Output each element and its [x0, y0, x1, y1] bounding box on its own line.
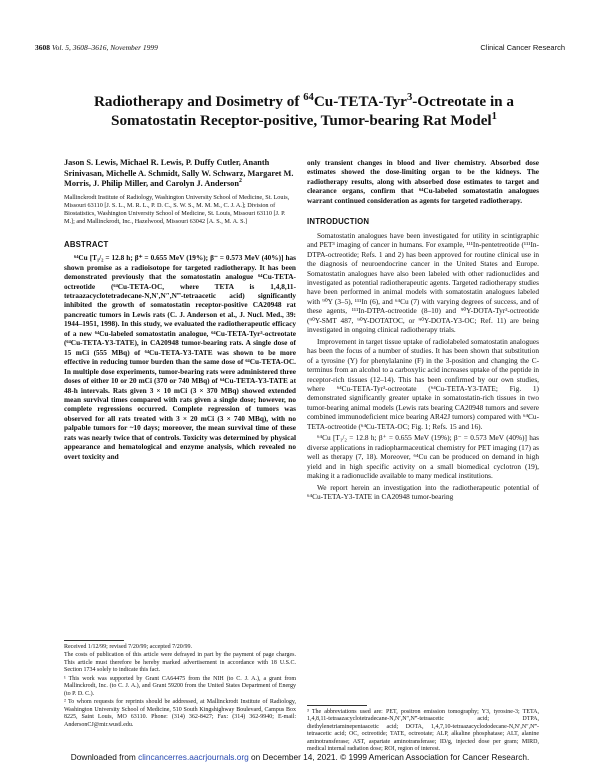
title-part-2: Cu-TETA-Tyr — [313, 93, 407, 110]
author-names: Jason S. Lewis, Michael R. Lewis, P. Duffy Cutler, Ananth Srinivasan, Michelle A. Schmidt, Sally W. Schwarz, Margaret M. Morris, J. Philip Miller, and Carolyn J. Anderson — [64, 158, 294, 189]
footer-suffix: on December 14, 2021. © 1999 American Association for Cancer Research. — [248, 752, 530, 762]
journal-ref: Vol. 5, 3608–3616, November 1999 — [50, 43, 158, 52]
introduction-heading: INTRODUCTION — [307, 217, 370, 227]
journal-name: Clinical Cancer Research — [480, 43, 565, 52]
footnote-1: ¹ This work was supported by Grant CA64475 from the NIH (to C. J. A.), a grant from Mallinckrodt, Inc. (to C. J. A.), and Grant 59200 from the United States Department of Energy (to P. D. C.). — [64, 675, 296, 697]
footnote-rule — [307, 705, 367, 706]
intro-paragraph-4: We report herein an investigation into the radiotherapeutic potential of ⁶⁴Cu-TETA-Y3-TATE in CA20948 tumor-bearing — [307, 482, 539, 501]
title-part-1: Radiotherapy and Dosimetry of — [93, 93, 304, 110]
download-footer — [0, 752, 600, 762]
title-footnote-mark: 1 — [491, 110, 497, 122]
footer-prefix: Downloaded from — [70, 752, 139, 762]
article-title — [64, 92, 544, 130]
footnotes-right — [307, 705, 539, 755]
abstract-paragraph-2: only transient changes in blood and liver chemistry. Absorbed dose estimates showed the dose-limiting organ to be the kidneys. The radiotherapy results, along with absorbed dose estimates to target and clearance organs, confirm that ⁶⁴Cu-labeled somatostatin analogues warrant continued consideration as agents for targeted radiotherapy. — [307, 158, 539, 205]
abstract-heading: ABSTRACT — [64, 239, 109, 249]
header-left — [35, 43, 158, 52]
footnote-2: ² To whom requests for reprints should be addressed, at Mallinckrodt Institute of Radiology, Washington University School of Medicine, 510 South Kingshighway Boulevard, Campus Box 8225, Saint Louis, MO 63110. Phone: (314) 362-8427; Fax: (314) 362-9940; E-mail: AndersonCJ@mir.wustl.edu. — [64, 699, 296, 728]
intro-paragraph-2: Improvement in target tissue uptake of radiolabeled somatostatin analogues has been the focus of a number of studies. It has been shown that substitution of a tyrosine (Y) for phenylalanine (F) in the 3-position and changing the C-terminus from an alcohol to a carboxylic acid increases uptake of the peptide in receptor-rich tissues (12–14). This has been confirmed by our own studies, where ⁶⁴Cu-TETA-Tyr³-octreotate (⁶⁴Cu-TETA-Y3-TATE; Fig. 1) demonstrated significantly greater uptake in somatostatin-rich tissues in two tumor-bearing animal models (Lewis rats bearing CA20948 tumors and severe combined immunodeficient mice bearing AR42J tumors) compared with ⁶⁴Cu-TETA-octreotide (⁶⁴Cu-TETA-OC; Fig. 1; Refs. 15 and 16). — [307, 336, 539, 431]
received-dates: Received 1/12/99; revised 7/20/99; accepted 7/20/99. — [64, 643, 192, 650]
abstract-paragraph-1: ⁶⁴Cu [T₁/₂ = 12.8 h; β⁺ = 0.655 MeV (19%); β⁻ = 0.573 MeV (40%)] has shown promise as a radioisotope for targeted radiotherapy. It has been demonstrated previously that the somatostatin analogue ⁶⁴Cu-TETA-octreotide (⁶⁴Cu-TETA-OC, where TETA is 1,4,8,11-tetraazacyclotetradecane-N,N′,N″,N‴-tetraacetic acid) significantly inhibited the growth of somatostatin receptor-positive CA20948 rat pancreatic tumors in Lewis rats (C. J. Anderson et al., J. Nucl. Med., 39: 1944–1951, 1998). In this study, we evaluated the radiotherapeutic efficacy of a new ⁶⁴Cu-labeled somatostatin analogue, ⁶⁴Cu-TETA-Tyr³-octreotate (⁶⁴Cu-TETA-Y3-TATE), in CA20948 tumor-bearing rats. A single dose of 15 mCi (555 MBq) of ⁶⁴Cu-TETA-Y3-TATE was shown to be more effective in reducing tumor burden than the same dose of ⁶⁴Cu-TETA-OC. In multiple dose experiments, tumor-bearing rats were administered three doses of either 10 or 20 mCi (370 or 740 MBq) of ⁶⁴Cu-TETA-Y3-TATE at 48-h intervals. Rats given 3 × 10 mCi (3 × 370 MBq) showed extended mean survival times compared with rats given a single dose; however, no complete regressions occurred. Complete regression of tumors was observed for all rats treated with 3 × 20 mCi (3 × 740 MBq), with no palpable tumors for ~10 days; moreover, the mean survival time of these rats was nearly twice that of controls. Toxicity was determined by physical appearance and hematological and enzyme analysis, which revealed no overt toxicity and — [64, 253, 296, 461]
intro-paragraph-1: Somatostatin analogues have been investigated for utility in scintigraphic and PET³ imaging of cancer in humans. For example, ¹¹¹In-pentetreotide (¹¹¹In-DTPA-octreotide; Refs. 1 and 2) has been approved for routine clinical use in the diagnosis of neuroendocrine cancer in the United States and Europe. Somatostatin analogues have also been labeled with other radionuclides and investigated as potential radiotherapeutic agents. Targeted radiotherapy studies have been performed in animal models with somatostatin analogues labeled with ⁹⁰Y (3–5), ¹¹¹In (6), and ⁶⁴Cu (7) with varying degrees of success, and of these agents, ¹¹¹In-DTPA-octreotide (8–10) and ⁹⁰Y-DOTA-Tyr³-octreotide (⁹⁰Y-SMT 487, ⁹⁰Y-DOTATOC, or ⁹⁰Y-DOTA-Y3-OC; Ref. 11) are being investigated in ongoing clinical radiotherapy trials. — [307, 230, 539, 335]
publication-costs-note: The costs of publication of this article were defrayed in part by the payment of page charges. This article must therefore be hereby marked advertisement in accordance with 18 U.S.C. Section 1734 solely to indicate this fact. — [64, 652, 296, 674]
author-footnote-mark: 2 — [238, 178, 242, 185]
affiliations: Mallinckrodt Institute of Radiology, Washington University School of Medicine, St. Louis, Missouri 63110 [J. S. L., M. R. L., P. D. C., S. W. S., M. M. M., C. J. A.]; Division of Biostatistics, Washington University School of Medicine, St. Louis, Missouri 63110 [J. P. M.]; and Mallinckrodt, Inc., Hazelwood, Missouri 63042 [A. S., M. A. S.] — [64, 194, 290, 225]
footnotes-left — [64, 640, 296, 730]
right-column — [307, 158, 539, 503]
left-column — [64, 158, 296, 461]
title-sup-1: 64 — [303, 91, 314, 103]
title-sup-2: 3 — [406, 91, 413, 103]
footnote-3: ³ The abbreviations used are: PET, positron emission tomography; Y3, tyrosine-3; TETA, 1,4,8,11-tetraazacyclotetradecane-N,N′,N″,N‴-tetraacetic acid; DTPA, diethylenetriaminepentaacetic acid; DOTA, 1,4,7,10-tetraazacyclododecane-N,N′,N″,N‴-tetraacetic acid; OC, octreotide; TATE, octreotate; ALP, alkaline phosphatase; ALT, alanine aminotransferase; AST, aspartate aminotransferase; ID/g, injected dose per gram; MIRD, medical internal radiation dose; ROI, region of interest. — [307, 708, 539, 753]
page-number: 3608 — [35, 43, 50, 52]
journal-site-link[interactable]: clincancerres.aacrjournals.org — [138, 752, 249, 762]
author-list — [64, 158, 296, 190]
title-part-3: -Octreotate in a Somatostatin Receptor-positive, Tumor-bearing Rat Model — [111, 93, 515, 129]
intro-paragraph-3: ⁶⁴Cu [T₁/₂ = 12.8 h; β⁺ = 0.655 MeV (19%); β⁻ = 0.573 MeV (40%)] has diverse applications in radiopharmaceutical chemistry for PET imaging (17) as well as therapy (7, 18). Moreover, ⁶⁴Cu can be produced on demand in high yield and in high specific activity on a small biomedical cyclotron (19), making it a radionuclide available to many medical institutions. — [307, 433, 539, 481]
footnote-rule — [64, 640, 124, 641]
